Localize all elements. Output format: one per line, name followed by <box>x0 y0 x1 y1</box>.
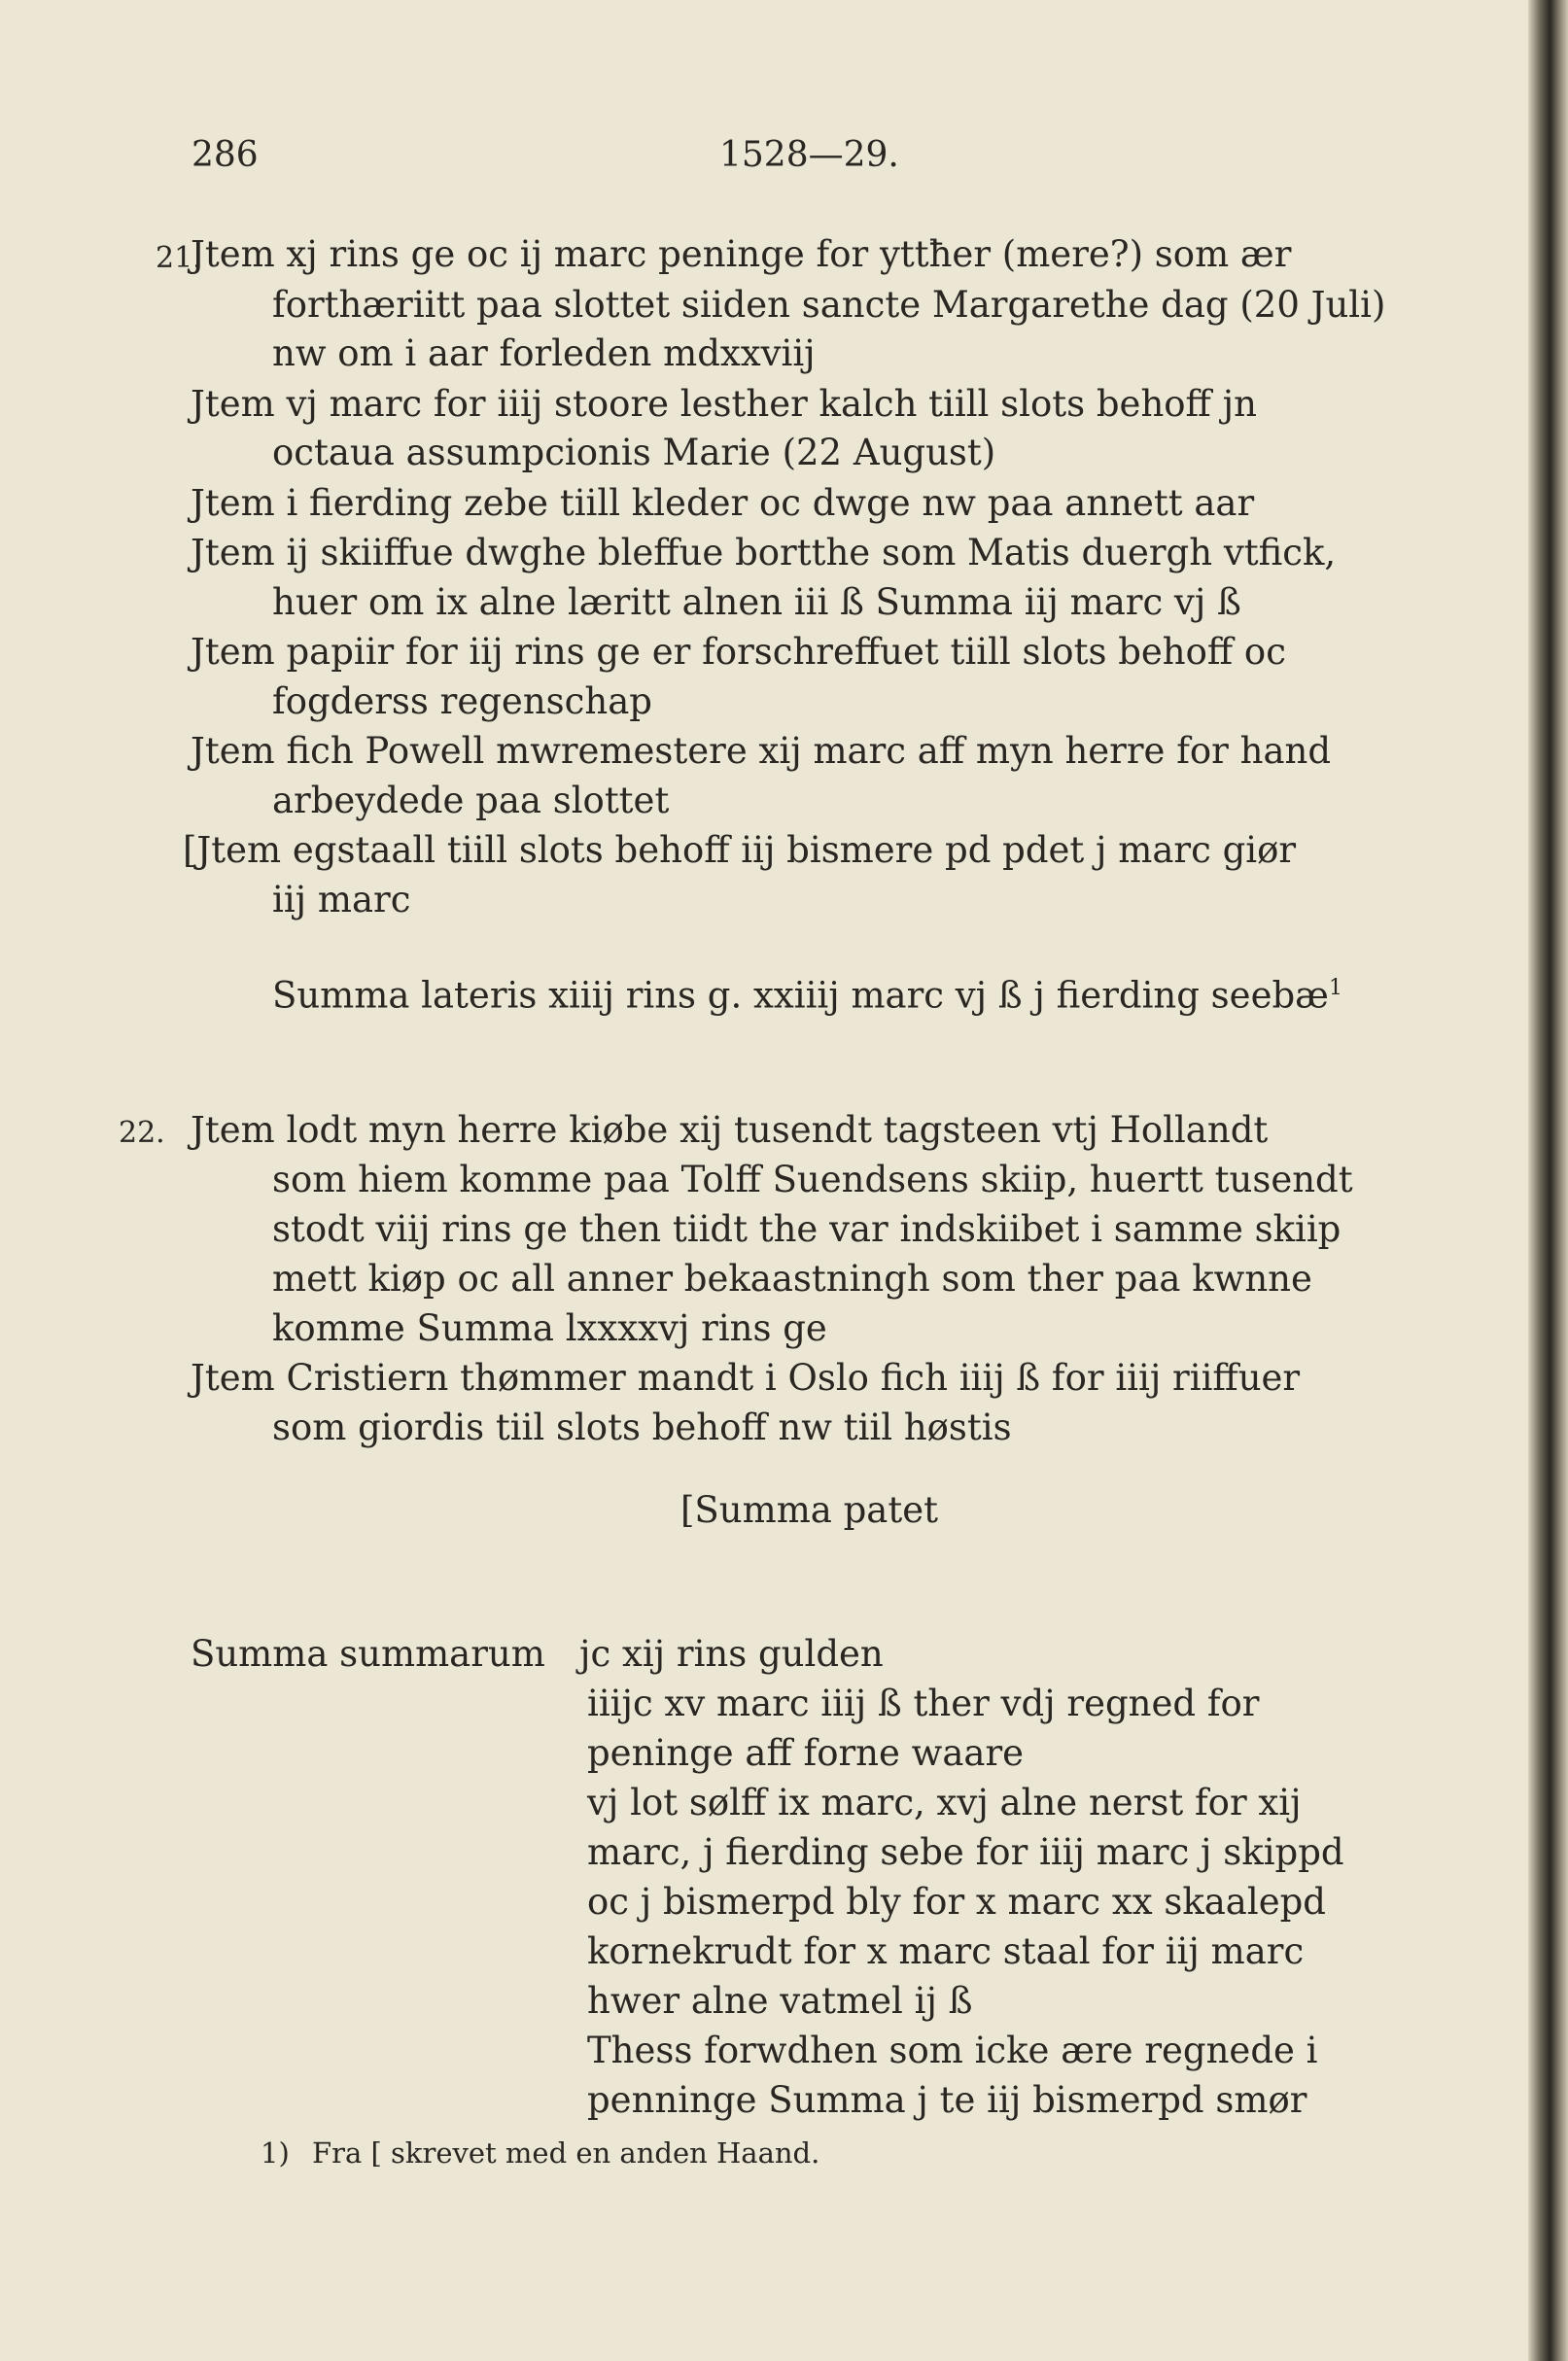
entry-22-line: Jtem Cristiern thømmer mandt i Oslo fich iiij ß for iiij riiffuer <box>191 1357 1301 1399</box>
entry-22-line: som hiem komme paa Tolff Suendsens skiip, huertt tusendt <box>272 1159 1353 1200</box>
book-binding-edge <box>1528 0 1568 2361</box>
entry-21-line: fogderss regenschap <box>272 680 652 722</box>
summa-summarum-line: peninge aff forne waare <box>587 1732 1025 1774</box>
entry-21-line: [Jtem egstaall tiill slots behoff iij bismere pd pdet j marc giør <box>183 829 1297 871</box>
summa-patet: [Summa patet <box>680 1489 938 1531</box>
entry-21-line: Jtem papiir for iij rins ge er forschreffuet tiill slots behoff oc <box>191 631 1286 673</box>
summa-summarum-line: iiijc xv marc iiij ß ther vdj regned for <box>587 1683 1260 1724</box>
entry-number-21: 21. <box>156 241 202 275</box>
entry-number-22: 22. <box>119 1116 165 1150</box>
footnote-ref: 1 <box>1328 976 1342 1000</box>
entry-21-line: Jtem vj marc for iiij stoore lesther kalch tiill slots behoff jn <box>191 383 1257 425</box>
summa-summarum-line: kornekrudt for x marc staal for iij marc <box>587 1930 1305 1972</box>
summa-summarum-line: vj lot sølff ix marc, xvj alne nerst for xij <box>587 1782 1302 1823</box>
entry-21-line: nw om i aar forleden mdxxviij <box>272 332 816 374</box>
entry-21-line: iij marc <box>272 879 411 920</box>
entry-21-line: Jtem i fierding zebe tiill kleder oc dwge nw paa annett aar <box>191 482 1255 524</box>
entry-21-line: Jtem fich Powell mwremestere xij marc aff myn herre for hand <box>191 730 1332 772</box>
footnote <box>261 2135 819 2171</box>
summa-summarum-line: marc, j fierding sebe for iiij marc j skippd <box>587 1831 1344 1873</box>
footnote-marker: 1) <box>261 2136 290 2170</box>
summa-summarum-line: Thess forwdhen som icke ære regnede i <box>587 2030 1318 2071</box>
summa-lateris <box>272 967 1342 1017</box>
footnote-text: Fra [ skrevet med en anden Haand. <box>311 2136 820 2170</box>
entry-22-line: stodt viij rins ge then tiidt the var indskiibet i samme skiip <box>272 1208 1342 1250</box>
summa-summarum-line: hwer alne vatmel ij ß <box>587 1980 973 2022</box>
summa-summarum-line: penninge Summa j te iij bismerpd smør <box>587 2079 1307 2121</box>
summa-summarum-label: Summa summarum <box>191 1633 545 1675</box>
entry-21-line: octaua assumpcionis Marie (22 August) <box>272 432 996 473</box>
entry-21-line: arbeydede paa slottet <box>272 780 670 821</box>
entry-21-line: Jtem xj rins ge oc ij marc peninge for yttħer (mere?) som ær <box>191 233 1292 275</box>
page-years: 1528—29. <box>719 135 899 175</box>
entry-22-line: komme Summa lxxxxvj rins ge <box>272 1307 827 1349</box>
entry-21-line: huer om ix alne læritt alnen iii ß Summa iij marc vj ß <box>272 581 1241 623</box>
entry-22-line: som giordis tiil slots behoff nw tiil høstis <box>272 1406 1012 1448</box>
page-number: 286 <box>192 135 259 175</box>
entry-22-line: Jtem lodt myn herre kiøbe xij tusendt tagsteen vtj Hollandt <box>191 1109 1269 1151</box>
entry-21-line: forthæriitt paa slottet siiden sancte Margarethe dag (20 Juli) <box>272 284 1386 326</box>
summa-summarum-line: oc j bismerpd bly for x marc xx skaalepd <box>587 1881 1326 1923</box>
summa-lateris-text: Summa lateris xiiij rins g. xxiiij marc vj ß j fierding seebæ <box>272 974 1329 1017</box>
entry-22-line: mett kiøp oc all anner bekaastningh som ther paa kwnne <box>272 1258 1312 1300</box>
summa-summarum-first: jc xij rins gulden <box>579 1633 884 1675</box>
entry-21-line: Jtem ij skiiffue dwghe bleffue bortthe som Matis duergh vtfick, <box>191 532 1337 573</box>
